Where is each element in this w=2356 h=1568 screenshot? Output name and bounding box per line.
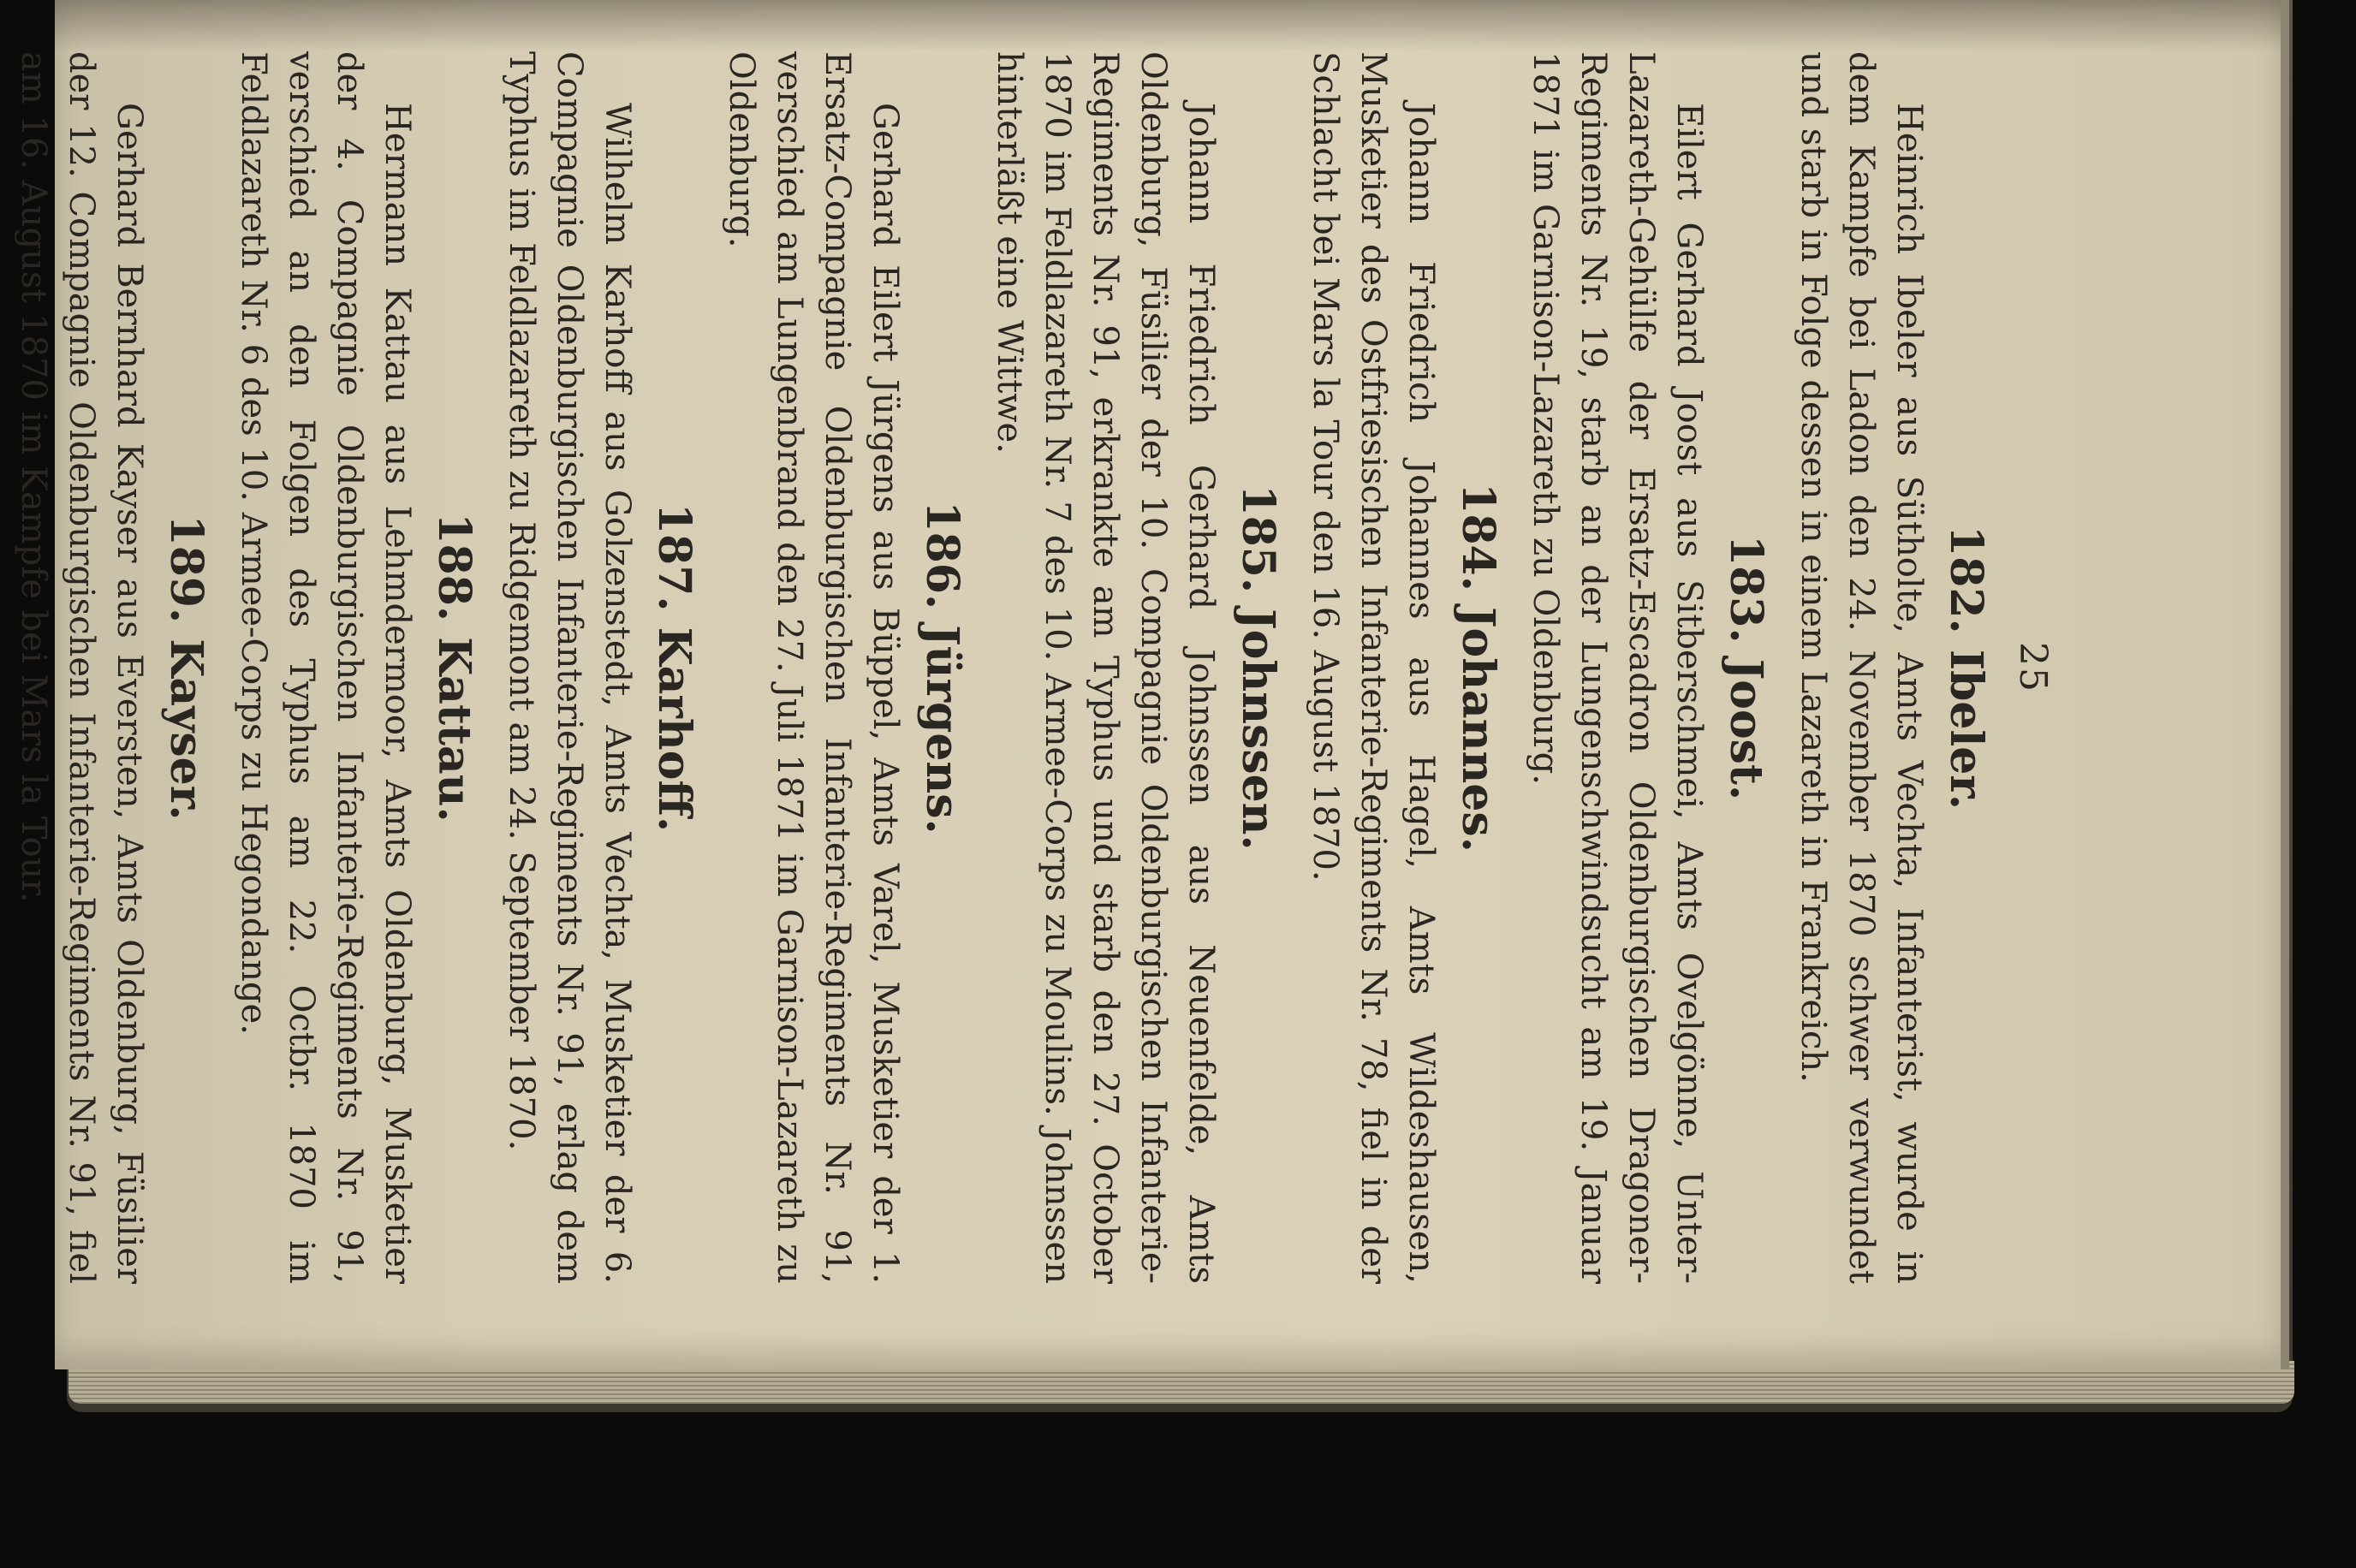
entry-title: 186. Jürgens.: [916, 501, 968, 834]
entry-185: [985, 51, 1284, 1284]
entry-text: Johann Friedrich Johannes aus Hagel, Amts Wildeshausen, Musketier des Ostfriesischen Infanterie-Regiments Nr. 78, fiel in der Schlacht bei Mars la Tour den 16. August 1870.: [1306, 51, 1441, 1284]
entry-title: 182. Ibeler.: [1940, 525, 1992, 811]
entry-182: [1789, 51, 1992, 1284]
entry-187: [497, 51, 700, 1284]
entry-184: [1301, 51, 1504, 1284]
entry-183: [1521, 51, 1772, 1284]
entry-186: [717, 51, 968, 1284]
entry-188: [229, 51, 480, 1284]
entry-189: [9, 51, 212, 1284]
entry-title: 183. Joost.: [1720, 534, 1772, 801]
entry-text: Hermann Kattau aus Lehmdermoor, Amts Oldenburg, Musketier der 4. Compagnie Oldenburgischen Infanterie-Regiments Nr. 91, verschied an den Folgen des Typhus am 22. Octbr. 1870 im Feldlazareth Nr. 6 des 10. Armee-Corps zu Hegondange.: [234, 51, 417, 1284]
entry-title: 189. Kayser.: [160, 514, 212, 821]
entry-text: Wilhelm Karhoff aus Golzenstedt, Amts Vechta, Musketier der 6. Compagnie Oldenburgischen Infanterie-Regiments Nr. 91, erlag dem Typhus im Feldlazareth zu Ridgemont am 24. September 1870.: [502, 51, 637, 1284]
entry-text: Eilert Gerhard Joost aus Sitberschmei, Amts Ovelgönne, Unter-Lazareth-Gehülfe der Ersatz-Escadron Oldenburgischen Dragoner-Regiments Nr. 19, starb an der Lungenschwindsucht am 19. Januar 1871 im Garnison-Lazareth zu Oldenburg.: [1526, 51, 1709, 1284]
page-text-block: [14, 51, 2055, 1284]
entry-title: 185. Johnssen.: [1232, 484, 1284, 851]
page-number: 25: [2011, 642, 2055, 693]
entry-title: 187. Karhoff.: [648, 502, 700, 833]
entry-title: 184. Johannes.: [1452, 483, 1504, 852]
entry-text: Johann Friedrich Gerhard Johnssen aus Neuenfelde, Amts Oldenburg, Füsilier der 10. Compagnie Oldenburgischen Infanterie-Regiments Nr. 91, erkrankte am Typhus und starb den 27. October 1870 im Feldlazareth Nr. 7 des 10. Armee-Corps zu Moulins. Johnssen hinterläßt eine Wittwe.: [990, 51, 1221, 1284]
entry-text: Gerhard Eilert Jürgens aus Büppel, Amts Varel, Musketier der 1. Ersatz-Compagnie Oldenburgischen Infanterie-Regiments Nr. 91, verschied am Lungenbrand den 27. Juli 1871 im Garnison-Lazareth zu Oldenburg.: [722, 51, 905, 1284]
entry-text: Heinrich Ibeler aus Sütholte, Amts Vechta, Infanterist, wurde in dem Kampfe bei Ladon den 24. November 1870 schwer verwundet und starb in Folge dessen in einem Lazareth in Frankreich.: [1794, 51, 1929, 1284]
spine-shadow: [55, 0, 2281, 51]
entry-text: Gerhard Bernhard Kayser aus Eversten, Amts Oldenburg, Füsilier der 12. Compagnie Oldenburgischen Infanterie-Regiments Nr. 91, fiel am 16. August 1870 im Kampfe bei Mars la Tour.: [14, 51, 149, 1284]
entry-title: 188. Kattau.: [428, 513, 480, 823]
